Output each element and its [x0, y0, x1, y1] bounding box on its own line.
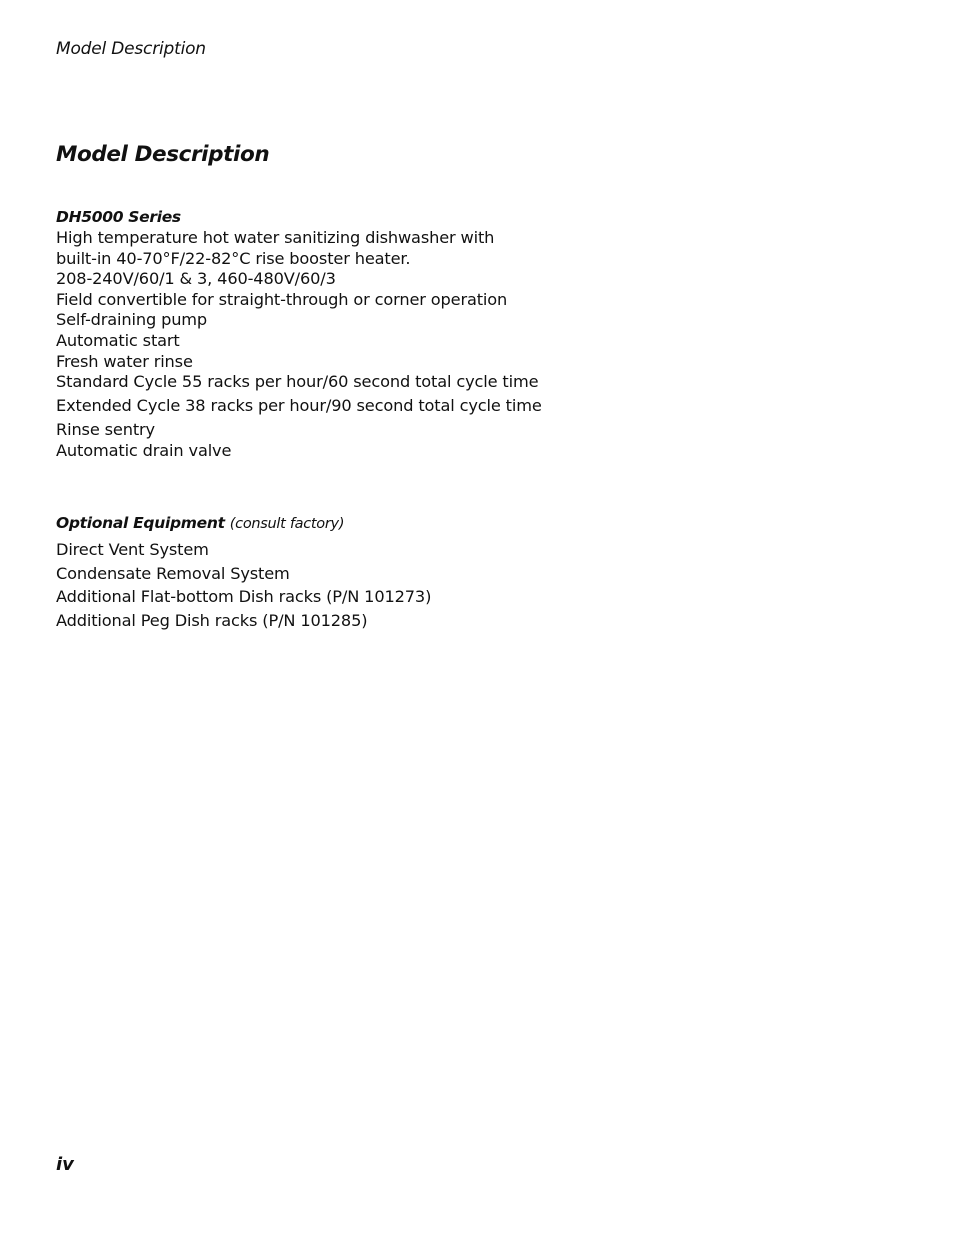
feature-line: 208-240V/60/1 & 3, 460-480V/60/3 — [56, 269, 336, 289]
feature-line: Automatic drain valve — [56, 440, 232, 460]
optional-item: Additional Peg Dish racks (P/N 101285) — [56, 610, 368, 630]
page-number: iv — [56, 1154, 74, 1175]
optional-item: Condensate Removal System — [56, 563, 290, 583]
feature-line: Standard Cycle 55 racks per hour/60 second total cycle time — [56, 372, 539, 392]
optional-equipment-note: (consult factory) — [229, 516, 345, 532]
optional-equipment-title: Optional Equipment — [56, 514, 225, 532]
series-heading: DH5000 Series — [56, 208, 181, 226]
feature-line: Field convertible for straight-through or corner operation — [56, 289, 508, 309]
feature-line: Rinse sentry — [56, 420, 155, 440]
optional-equipment-list — [56, 538, 431, 632]
optional-equipment-block — [56, 513, 431, 632]
series-feature-list — [56, 228, 542, 462]
series-block — [56, 207, 542, 462]
feature-line: Extended Cycle 38 racks per hour/90 second total cycle time — [56, 396, 542, 416]
optional-item: Direct Vent System — [56, 540, 209, 559]
optional-item: Additional Flat-bottom Dish racks (P/N 101273) — [56, 587, 432, 607]
feature-line: High temperature hot water sanitizing dishwasher with — [56, 228, 495, 247]
feature-line: Automatic start — [56, 330, 180, 350]
section-title: Model Description — [56, 142, 270, 167]
feature-line: Fresh water rinse — [56, 351, 193, 371]
feature-line: Self-draining pump — [56, 310, 208, 330]
optional-equipment-heading — [56, 513, 431, 535]
feature-line: built-in 40-70°F/22-82°C rise booster heater. — [56, 248, 411, 268]
running-header: Model Description — [56, 39, 206, 59]
